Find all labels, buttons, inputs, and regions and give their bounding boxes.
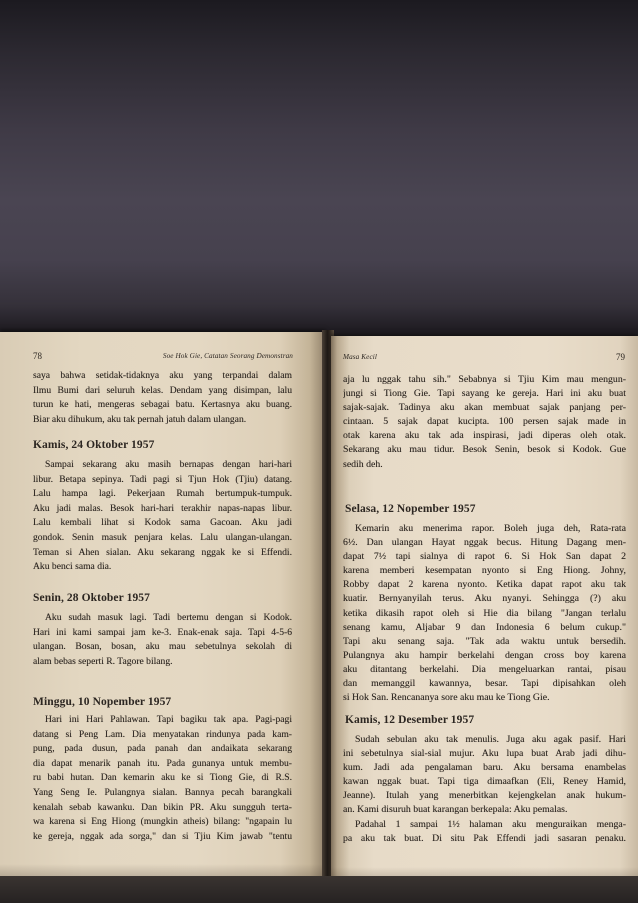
right-continued-text (343, 373, 626, 472)
text-line: saya bahwa setidak-tidaknya aku yang terpandai dalam (33, 370, 292, 381)
text-line: turun ke hati, mengeras sebagai batu. Kertasnya aku buang. (33, 399, 292, 411)
scanner-bed-bottom (0, 876, 638, 903)
text-line: cintaan. 5 sajak dapat kucipta. 100 persen sajak made in (343, 416, 626, 428)
entry-text (343, 522, 626, 705)
entry-date-heading: Selasa, 12 Nopember 1957 (345, 503, 476, 515)
text-line: kuatir. Bernyanyilah terus. Aku nyanyi. Sehingga (?) aku (343, 593, 626, 605)
text-line: Teman si Ahen sialan. Aku sekarang nggak ke si Effendi. (33, 546, 292, 558)
entry-text (33, 713, 292, 844)
text-line: datang si Peng Lam. Dia menyatakan rindunya pada kam- (33, 728, 292, 740)
text-line: Yang Seng Ie. Pulangnya sialan. Bannya pecah barangkali (33, 786, 292, 798)
text-line: ru babi hutan. Dan kemarin aku ke si Tiong Gie, di R.S. (33, 772, 292, 784)
text-line: Lalu kembali lihat si Kodok sama Gacoan. Aku jadi (33, 517, 292, 529)
text-line: Aku jadi malas. Besok hari-hari terakhir napas-napas libur. (33, 502, 292, 514)
text-line: Jeanne). Itulah yang menerbitkan kejengkelan anak hukum- (343, 790, 626, 802)
text-line: ini sebetulnya sial-sial mujur. Aku lupa buat Arab jadi dihu- (343, 748, 626, 760)
text-line: Sampai sekarang aku masih bernapas dengan hari-hari (45, 459, 292, 470)
text-line: si Hok San. Rencananya sore aku mau ke Tiong Gie. (343, 692, 550, 704)
page-number: 78 (33, 351, 42, 361)
text-line: aku ditantang berkelahi. Dia mengeluarkan rantai, pisau (343, 663, 626, 675)
text-line: Kemarin aku menerima rapor. Boleh juga deh, Rata-rata (355, 523, 626, 534)
text-line: Padahal 1 sampai 1½ halaman aku menguraikan menga- (355, 818, 626, 830)
text-line: Hari ini kami sampai jam ke-3. Enak-enak saja. Tapi 4-5-6 (33, 626, 292, 638)
text-line: an. Kami disuruh buat karangan berkepala: Aku pemalas. (343, 804, 568, 816)
entry-text (343, 733, 626, 846)
text-line: aja lu nggak tahu sih." Sebabnya si Tjiu Kim mau mengun- (343, 374, 626, 385)
text-line: Hari ini Hari Pahlawan. Tapi bagiku tak apa. Pagi-pagi (45, 714, 292, 725)
text-line: ketika dikasih rapot oleh si Hie dia bilang "Jangan terlalu (343, 607, 626, 619)
text-line: jungi si Tiong Gie. Tapi sayang ke gereja. Hari ini aku buat (343, 388, 626, 400)
text-line: Sekarang aku mau tidur. Besok Senin, besok si Kodok. Gue (343, 444, 626, 456)
text-line: pung, pada dusun, pada panah dan andaikata sekarang (33, 743, 292, 755)
text-line: karena memberi kesempatan nyonto si Eng Hiong. Johny, (343, 565, 626, 577)
running-head: Masa Kecil (343, 353, 377, 361)
entry-text (33, 611, 292, 669)
text-line: dapat 7½ tapi sialnya di rapot 6. Si Hok San dapat 2 (343, 551, 626, 563)
text-line: Aku benci sama dia. (33, 561, 112, 573)
text-line: dia dapat menarik panah itu. Pada gunanya untuk membu- (33, 757, 292, 769)
entry-date-heading: Kamis, 24 Oktober 1957 (33, 439, 155, 451)
text-line: ke gereja, nggak ada sorga," dan si Tjiu Kim jawab "tentu (33, 830, 292, 842)
text-line: dan memanggil kawannya, besar. Tapi dipisahkan oleh (343, 678, 626, 690)
text-line: Aku sudah masuk lagi. Tadi bertemu dengan si Kodok. (45, 612, 292, 623)
page-number: 79 (616, 352, 625, 362)
entry-date-heading: Minggu, 10 Nopember 1957 (33, 696, 172, 708)
text-line: ulangan. Bosan, bosan, aku mau sebetulnya sekolah di (33, 641, 292, 653)
entry-date-heading: Senin, 28 Oktober 1957 (33, 592, 151, 604)
text-line: Sudah sebulan aku tak menulis. Juga aku agak pasif. Hari (355, 734, 626, 745)
text-line: Lalu hampa lagi. Pekerjaan Rumah bertumpuk-tumpuk. (33, 488, 292, 500)
text-line: sajak-sajak. Tadinya aku akan membuat sajak panjang per- (343, 402, 626, 414)
text-line: libur. Betapa sepinya. Tadi pagi si Tjun Hok (Tjiu) datang. (33, 473, 292, 485)
text-line: gondok. Senin masuk penjara kelas. Lalu ulangan-ulangan. (33, 531, 292, 543)
text-line: otak karena aku tak ada inspirasi, jadi diperas oleh otak. (343, 430, 626, 442)
running-head: Soe Hok Gie, Catatan Seorang Demonstran (162, 352, 293, 360)
text-line: sedih deh. (343, 458, 383, 470)
right-page (331, 336, 638, 881)
text-line: Robby dapat 2 karena nyonto. Ketika dapat rapot aku tak (343, 579, 626, 591)
text-line: senang kamu, Aljabar 9 dan Indonesia 6 belum cukup." (343, 621, 626, 633)
left-page (0, 332, 326, 878)
text-line: kawan nggak buat. Tapi tiga dimaafkan (Eli, Reney Hamid, (343, 776, 626, 788)
text-line: Biar aku dihukum, aku tak pernah jatuh dalam ulangan. (33, 413, 247, 425)
text-line: wa karena si Eng Hiong (mungkin atheis) bilang: "ngapain lu (33, 816, 292, 828)
text-line: pa aku tak buat. Di situ Pak Effendi jadi sasaran penaku. (343, 832, 626, 844)
entry-text (33, 458, 292, 575)
text-line: Pulangnya aku hampir berkelahi dengan cross boy karena (343, 649, 626, 661)
text-line: kenalah sebab kawanku. Dan bikin PR. Aku sungguh terta- (33, 801, 292, 813)
entry-date-heading: Kamis, 12 Desember 1957 (345, 714, 475, 726)
text-line: Ilmu Bumi dari seluruh kelas. Dendam yang disimpan, lalu (33, 384, 292, 396)
text-line: 6½. Dan ulangan Hayat nggak becus. Hitung Dagang men- (343, 537, 626, 549)
text-line: alam bebas seperti R. Tagore bilang. (33, 655, 173, 667)
text-line: kum. Jadi ada pengalaman baru. Aku bersama enambelas (343, 762, 626, 774)
text-line: Tapi aku senang saja. "Tak ada waktu untuk bersedih. (343, 635, 626, 647)
left-continued-text (33, 369, 292, 427)
